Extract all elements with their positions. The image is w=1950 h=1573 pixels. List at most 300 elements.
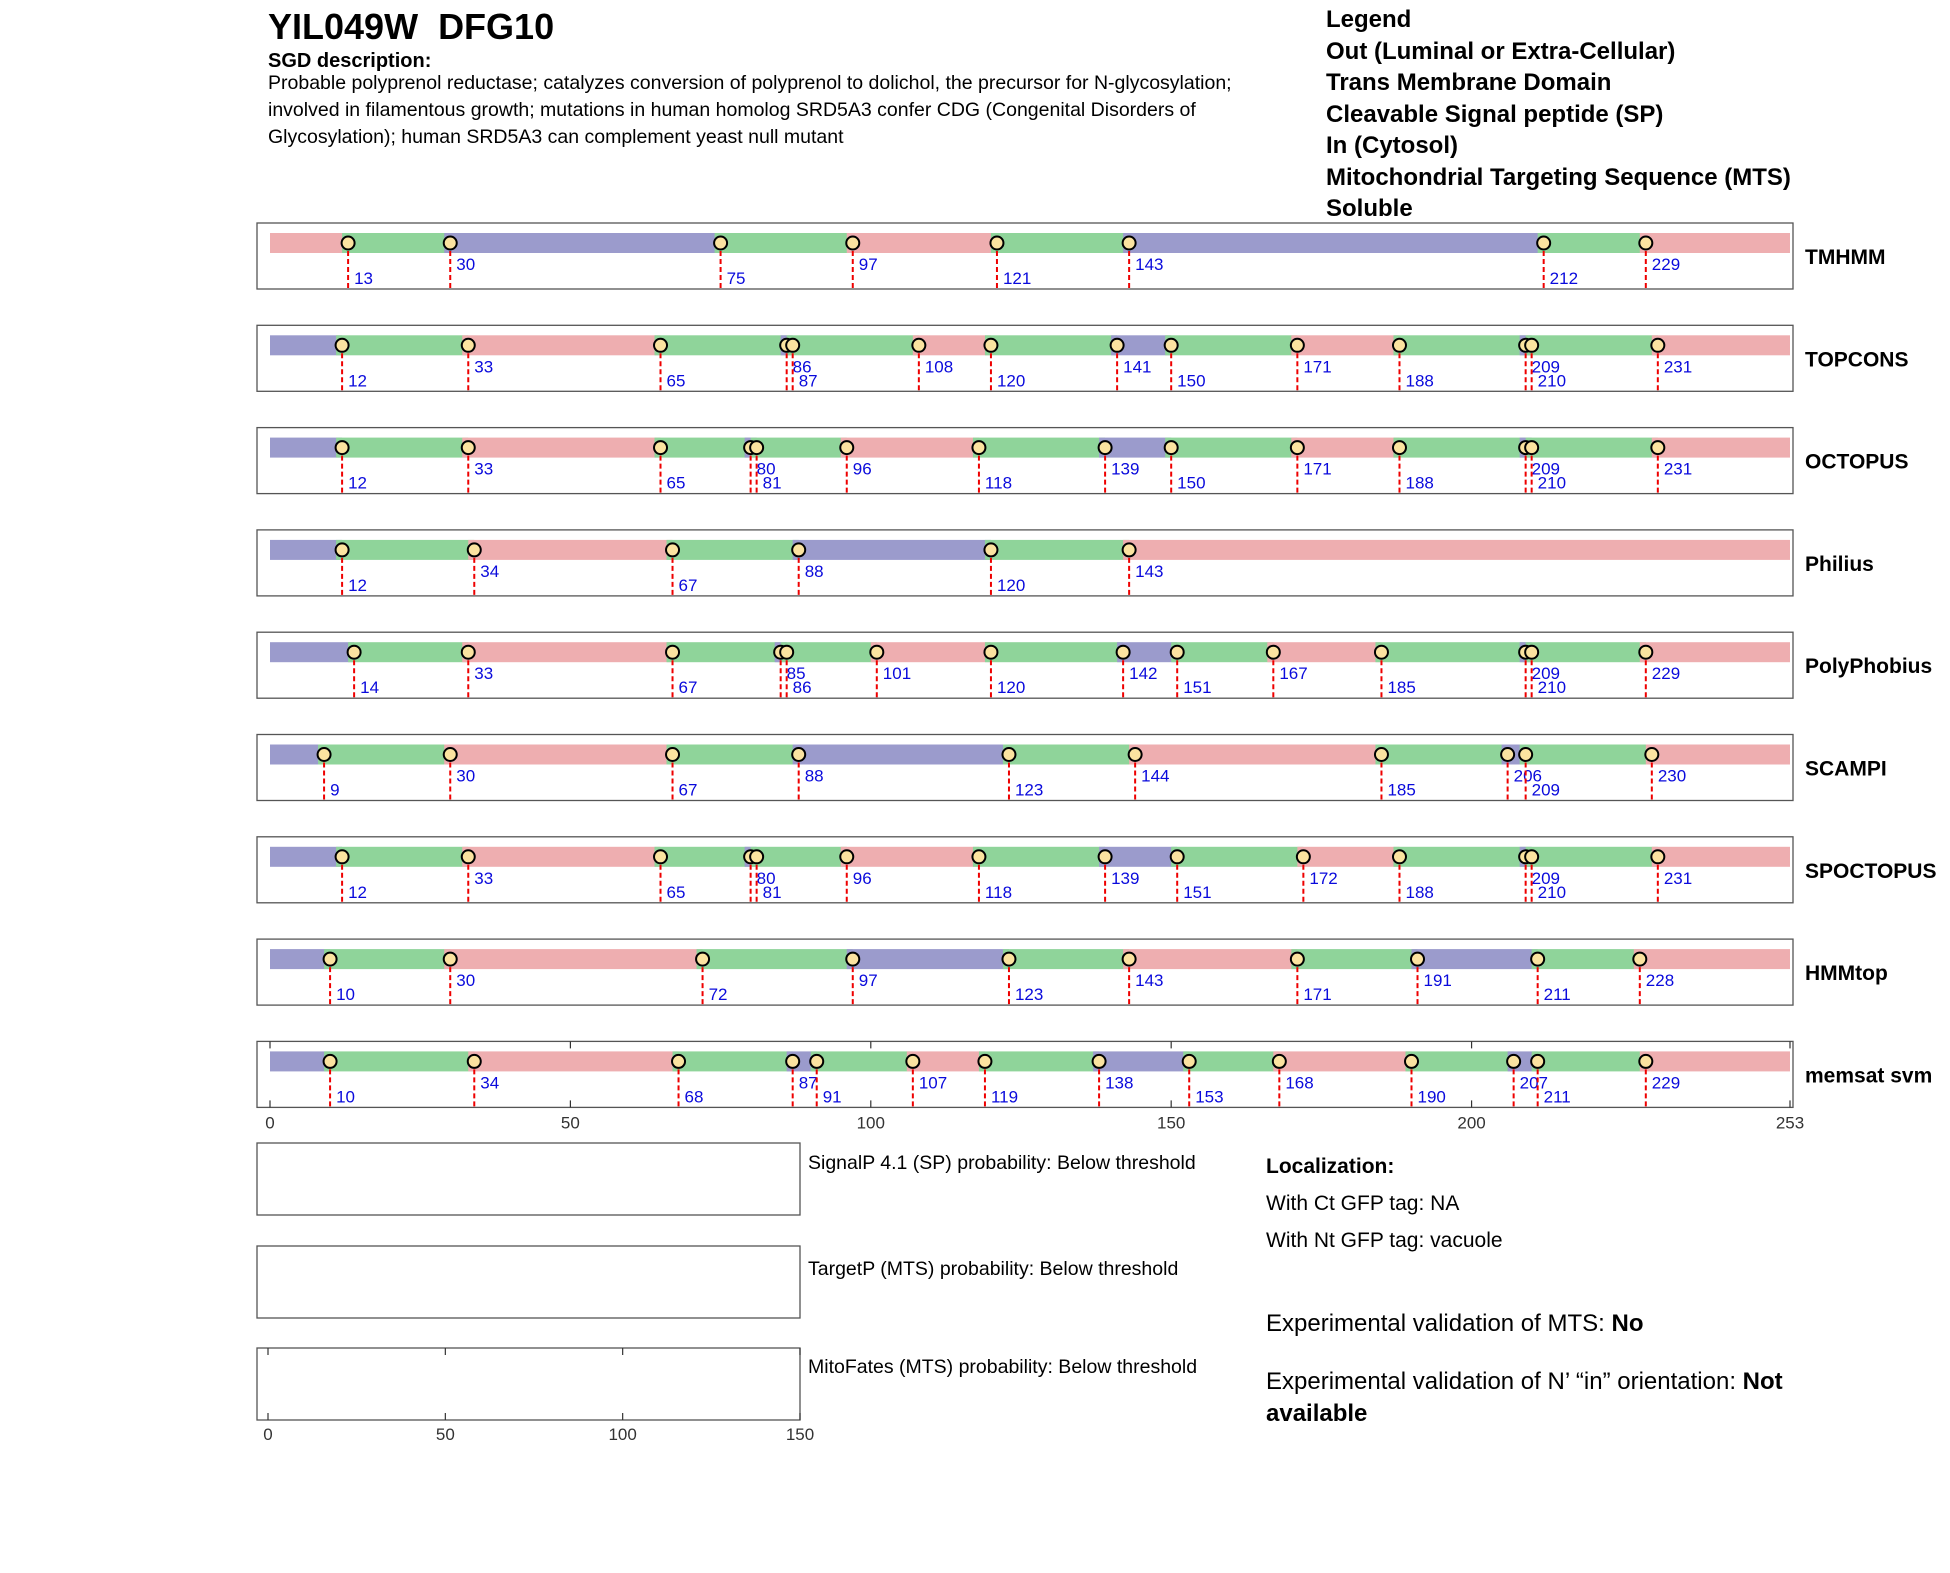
legend-title: Legend (1326, 6, 1412, 33)
track-name: SPOCTOPUS (1805, 859, 1937, 883)
segment-tm (1171, 642, 1273, 662)
boundary-label: 12 (348, 575, 368, 595)
boundary-label: 207 (1519, 1073, 1549, 1093)
segment-in (1273, 1051, 1411, 1071)
localization-block (1266, 1148, 1503, 1259)
segment-tm (673, 1051, 793, 1071)
boundary-marker (1639, 237, 1652, 250)
boundary-marker (1129, 748, 1142, 761)
experimental-mts-label: Experimental validation of MTS: (1266, 1310, 1612, 1337)
track-name: OCTOPUS (1805, 450, 1909, 474)
segment-out (270, 335, 342, 355)
boundary-marker (1531, 1055, 1544, 1068)
boundary-marker (714, 237, 727, 250)
segment-tm (667, 745, 799, 765)
boundary-label: 229 (1651, 664, 1681, 684)
segment-tm (751, 438, 847, 458)
boundary-marker (786, 1055, 799, 1068)
boundary-marker (324, 1055, 337, 1068)
boundary-label: 88 (804, 766, 824, 786)
track-name: SCAMPI (1805, 757, 1887, 781)
boundary-marker (1291, 953, 1304, 966)
boundary-label: 231 (1663, 357, 1693, 377)
boundary-label: 30 (456, 255, 476, 274)
prob-x-tick-label: 0 (263, 1425, 273, 1444)
experimental-orientation-label: Experimental validation of N’ “in” orientation: (1266, 1368, 1743, 1395)
segment-in (462, 847, 660, 867)
boundary-marker (1525, 339, 1538, 352)
segment-in (1652, 847, 1790, 867)
boundary-label: 65 (666, 371, 686, 391)
boundary-label: 209 (1531, 780, 1561, 800)
boundary-label: 75 (726, 269, 746, 288)
boundary-marker (912, 339, 925, 352)
segment-tm (342, 233, 450, 253)
segment-in (1291, 335, 1399, 355)
segment-tm (1520, 745, 1652, 765)
boundary-label: 68 (684, 1087, 704, 1107)
boundary-label: 118 (984, 473, 1013, 493)
boundary-label: 210 (1537, 678, 1567, 698)
boundary-marker (1525, 850, 1538, 863)
experimental-mts-value: No (1611, 1310, 1644, 1337)
boundary-label: 67 (678, 575, 698, 595)
prob-x-tick-label: 100 (608, 1425, 637, 1444)
boundary-marker (1123, 953, 1136, 966)
boundary-marker (1645, 748, 1658, 761)
boundary-marker (792, 748, 805, 761)
boundary-marker (1183, 1055, 1196, 1068)
segment-tm (1526, 335, 1658, 355)
boundary-marker (1651, 339, 1664, 352)
boundary-label: 81 (762, 882, 782, 902)
boundary-label: 12 (348, 371, 368, 391)
boundary-label: 120 (996, 678, 1026, 698)
boundary-label: 210 (1537, 473, 1567, 493)
boundary-marker (1291, 339, 1304, 352)
legend-item-tm: Trans Membrane Domain (1326, 69, 1612, 96)
boundary-marker (468, 1055, 481, 1068)
boundary-marker (972, 441, 985, 454)
boundary-label: 143 (1135, 561, 1164, 581)
segment-in (462, 438, 660, 458)
boundary-marker (324, 953, 337, 966)
boundary-marker (462, 339, 475, 352)
legend-item-sp: Cleavable Signal peptide (SP) (1326, 100, 1664, 128)
boundary-label: 191 (1423, 971, 1452, 991)
boundary-label: 231 (1663, 868, 1693, 888)
track-name: TMHMM (1805, 246, 1886, 269)
segment-in (1652, 438, 1790, 458)
localization-nt: With Nt GFP tag: vacuole (1266, 1229, 1503, 1252)
boundary-marker (1171, 850, 1184, 863)
x-tick-label: 50 (560, 1113, 580, 1133)
boundary-marker (1519, 748, 1532, 761)
segment-tm (655, 335, 787, 355)
boundary-label: 229 (1651, 1073, 1681, 1093)
segment-out (270, 1051, 330, 1071)
track-name: memsat svm (1805, 1064, 1933, 1088)
boundary-marker (1393, 339, 1406, 352)
prob-x-tick-label: 150 (785, 1425, 815, 1444)
boundary-label: 86 (792, 357, 812, 377)
segment-tm (715, 233, 853, 253)
boundary-label: 85 (786, 664, 806, 684)
segment-in (1640, 642, 1790, 662)
boundary-marker (1171, 646, 1184, 659)
boundary-marker (1393, 850, 1406, 863)
segment-tm (1393, 335, 1525, 355)
boundary-label: 211 (1543, 985, 1571, 1005)
segment-in (1640, 233, 1790, 253)
segment-in (1634, 949, 1790, 969)
boundary-label: 12 (348, 473, 368, 493)
track-name: PolyPhobius (1805, 655, 1933, 679)
segment-out (793, 540, 991, 560)
segment-tm (973, 847, 1105, 867)
segment-out (1093, 1051, 1189, 1071)
boundary-label: 139 (1111, 868, 1140, 888)
boundary-label: 121 (1002, 269, 1032, 288)
boundary-label: 30 (456, 766, 476, 786)
boundary-label: 210 (1537, 371, 1567, 391)
boundary-marker (786, 339, 799, 352)
segment-tm (1291, 949, 1417, 969)
localization-heading: Localization: (1266, 1155, 1395, 1178)
boundary-marker (972, 850, 985, 863)
x-tick-label: 253 (1775, 1113, 1805, 1133)
boundary-label: 108 (924, 357, 954, 377)
boundary-marker (1123, 543, 1136, 556)
boundary-label: 87 (798, 371, 818, 391)
boundary-label: 33 (474, 459, 494, 479)
boundary-marker (846, 953, 859, 966)
segment-tm (985, 540, 1129, 560)
segment-tm (1165, 335, 1297, 355)
boundary-label: 97 (858, 971, 878, 991)
boundary-marker (1507, 1055, 1520, 1068)
boundary-label: 141 (1123, 357, 1152, 377)
boundary-marker (1165, 441, 1178, 454)
boundary-label: 151 (1183, 678, 1212, 698)
boundary-label: 67 (678, 678, 698, 698)
boundary-label: 80 (756, 868, 776, 888)
boundary-label: 80 (756, 459, 776, 479)
segment-in (841, 847, 979, 867)
boundary-marker (780, 646, 793, 659)
segment-in (1646, 745, 1790, 765)
segment-tm (991, 233, 1129, 253)
segment-tm (697, 949, 853, 969)
boundary-label: 13 (354, 269, 374, 288)
boundary-label: 10 (336, 1087, 356, 1107)
segment-tm (1165, 438, 1297, 458)
segment-out (444, 233, 720, 253)
experimental-orientation (1266, 1366, 1826, 1430)
boundary-label: 97 (858, 255, 878, 274)
boundary-label: 96 (852, 459, 872, 479)
boundary-marker (696, 953, 709, 966)
segment-tm (667, 642, 781, 662)
boundary-label: 10 (336, 985, 356, 1005)
boundary-marker (1123, 237, 1136, 250)
segment-tm (1405, 1051, 1513, 1071)
segment-tm (1526, 847, 1658, 867)
segment-tm (1393, 438, 1525, 458)
segment-in (847, 233, 997, 253)
legend-item-mts: Mitochondrial Targeting Sequence (MTS) (1326, 163, 1791, 191)
boundary-label: 153 (1195, 1087, 1224, 1107)
boundary-marker (1393, 441, 1406, 454)
segment-tm (324, 1051, 474, 1071)
boundary-label: 150 (1177, 473, 1206, 493)
boundary-marker (672, 1055, 685, 1068)
boundary-marker (1099, 441, 1112, 454)
boundary-label: 107 (918, 1073, 948, 1093)
boundary-label: 65 (666, 882, 686, 902)
segment-tm (1375, 745, 1507, 765)
segment-tm (1003, 745, 1135, 765)
segment-tm (336, 438, 468, 458)
boundary-marker (1531, 953, 1544, 966)
segment-in (1297, 847, 1399, 867)
boundary-marker (336, 850, 349, 863)
boundary-marker (1267, 646, 1280, 659)
experimental-mts (1266, 1308, 1826, 1340)
boundary-label: 12 (348, 882, 368, 902)
systematic-name: YIL049W (268, 6, 419, 47)
boundary-label: 81 (762, 473, 782, 493)
segment-tm (1526, 642, 1646, 662)
boundary-label: 230 (1657, 766, 1687, 786)
boundary-marker (1411, 953, 1424, 966)
x-tick-label: 100 (856, 1113, 885, 1133)
boundary-label: 142 (1129, 664, 1158, 684)
boundary-marker (1117, 646, 1130, 659)
legend-item-in: In (Cytosol) (1326, 132, 1458, 159)
boundary-label: 209 (1531, 459, 1561, 479)
targetp-caption: TargetP (MTS) probability: Below threshold (808, 1258, 1179, 1280)
boundary-marker (462, 441, 475, 454)
boundary-label: 228 (1645, 971, 1675, 991)
boundary-marker (1651, 441, 1664, 454)
track-name: Philius (1805, 552, 1874, 576)
boundary-marker (342, 237, 355, 250)
boundary-label: 123 (1014, 985, 1044, 1005)
segment-in (468, 540, 672, 560)
boundary-marker (1002, 748, 1015, 761)
segment-in (1652, 335, 1790, 355)
segment-tm (318, 745, 450, 765)
boundary-marker (336, 441, 349, 454)
boundary-label: 118 (984, 882, 1013, 902)
segment-tm (1183, 1051, 1279, 1071)
boundary-marker (846, 237, 859, 250)
segment-in (462, 335, 660, 355)
boundary-marker (1291, 441, 1304, 454)
segment-tm (1532, 1051, 1646, 1071)
segment-tm (979, 1051, 1099, 1071)
boundary-marker (468, 543, 481, 556)
boundary-marker (444, 748, 457, 761)
boundary-label: 9 (330, 780, 340, 800)
segment-in (1267, 642, 1381, 662)
boundary-marker (984, 646, 997, 659)
legend-item-soluble: Soluble (1326, 195, 1413, 222)
segment-tm (336, 540, 474, 560)
boundary-label: 30 (456, 971, 476, 991)
boundary-label: 229 (1651, 255, 1681, 274)
experimental-block (1266, 1308, 1826, 1456)
boundary-label: 139 (1111, 459, 1140, 479)
segment-tm (751, 847, 847, 867)
boundary-marker (1093, 1055, 1106, 1068)
boundary-marker (348, 646, 361, 659)
boundary-marker (906, 1055, 919, 1068)
boundary-marker (840, 850, 853, 863)
boundary-label: 143 (1135, 971, 1164, 991)
segment-in (1129, 745, 1381, 765)
boundary-label: 33 (474, 868, 494, 888)
segment-tm (985, 335, 1117, 355)
segment-in (444, 745, 672, 765)
segment-tm (781, 642, 877, 662)
segment-tm (1171, 847, 1303, 867)
boundary-marker (1501, 748, 1514, 761)
boundary-marker (840, 441, 853, 454)
mitofates-panel (257, 1348, 800, 1420)
segment-tm (336, 335, 468, 355)
boundary-label: 67 (678, 780, 698, 800)
segment-out (270, 847, 342, 867)
boundary-label: 91 (822, 1087, 842, 1107)
boundary-marker (462, 646, 475, 659)
experimental-orientation-value: Not available (1266, 1368, 1783, 1427)
segment-out (1412, 949, 1538, 969)
prob-x-tick-label: 50 (435, 1425, 455, 1444)
x-tick-label: 200 (1457, 1113, 1486, 1133)
segment-tm (336, 847, 468, 867)
boundary-marker (1525, 646, 1538, 659)
segment-out (793, 745, 1009, 765)
segment-tm (1003, 949, 1129, 969)
segment-tm (787, 335, 919, 355)
segment-out (847, 949, 1009, 969)
boundary-marker (1537, 237, 1550, 250)
boundary-label: 143 (1135, 255, 1164, 274)
boundary-label: 120 (996, 371, 1026, 391)
segment-in (1123, 949, 1297, 969)
boundary-label: 212 (1549, 269, 1579, 288)
boundary-marker (1375, 748, 1388, 761)
boundary-label: 144 (1141, 766, 1170, 786)
boundary-label: 185 (1387, 678, 1416, 698)
track-name: HMMtop (1805, 962, 1888, 986)
boundary-marker (654, 441, 667, 454)
standard-name: DFG10 (438, 6, 555, 47)
segment-tm (655, 847, 751, 867)
boundary-label: 86 (792, 678, 812, 698)
boundary-marker (1651, 850, 1664, 863)
boundary-marker (462, 850, 475, 863)
boundary-marker (1525, 441, 1538, 454)
boundary-marker (1633, 953, 1646, 966)
boundary-label: 188 (1405, 473, 1434, 493)
boundary-label: 188 (1405, 882, 1434, 902)
boundary-label: 88 (804, 561, 824, 581)
boundary-marker (792, 543, 805, 556)
boundary-label: 138 (1105, 1073, 1134, 1093)
boundary-label: 72 (708, 985, 728, 1005)
boundary-label: 209 (1531, 664, 1561, 684)
segment-tm (973, 438, 1105, 458)
x-tick-label: 0 (265, 1113, 275, 1133)
boundary-marker (810, 1055, 823, 1068)
boundary-marker (1297, 850, 1310, 863)
boundary-marker (984, 339, 997, 352)
legend-item-out: Out (Luminal or Extra-Cellular) (1326, 37, 1676, 65)
segment-tm (811, 1051, 913, 1071)
boundary-marker (444, 953, 457, 966)
boundary-marker (870, 646, 883, 659)
segment-in (462, 642, 672, 662)
segment-tm (1393, 847, 1525, 867)
boundary-marker (750, 850, 763, 863)
boundary-label: 211 (1543, 1087, 1571, 1107)
track-name: TOPCONS (1805, 348, 1909, 372)
boundary-marker (1405, 1055, 1418, 1068)
boundary-marker (1273, 1055, 1286, 1068)
segment-in (871, 642, 991, 662)
boundary-label: 168 (1285, 1073, 1314, 1093)
boundary-label: 171 (1303, 357, 1332, 377)
boundary-label: 119 (990, 1087, 1019, 1107)
localization-ct: With Ct GFP tag: NA (1266, 1192, 1460, 1215)
mitofates-caption: MitoFates (MTS) probability: Below threshold (808, 1356, 1198, 1378)
segment-in (1291, 438, 1399, 458)
segment-out (1123, 233, 1544, 253)
boundary-marker (984, 543, 997, 556)
segment-in (841, 438, 979, 458)
boundary-label: 150 (1177, 371, 1206, 391)
segment-tm (1538, 233, 1646, 253)
boundary-marker (666, 646, 679, 659)
segment-out (270, 438, 342, 458)
boundary-marker (1099, 850, 1112, 863)
boundary-label: 33 (474, 357, 494, 377)
segment-out (270, 540, 342, 560)
x-tick-label: 150 (1156, 1113, 1186, 1133)
boundary-marker (1375, 646, 1388, 659)
boundary-label: 120 (996, 575, 1026, 595)
boundary-marker (654, 850, 667, 863)
boundary-label: 65 (666, 473, 686, 493)
boundary-label: 34 (480, 561, 500, 581)
segment-out (270, 745, 324, 765)
signalp-panel (257, 1143, 800, 1215)
segment-in (1640, 1051, 1790, 1071)
boundary-marker (444, 237, 457, 250)
boundary-marker (1639, 1055, 1652, 1068)
segment-tm (1375, 642, 1525, 662)
boundary-label: 210 (1537, 882, 1567, 902)
segment-out (270, 949, 330, 969)
boundary-marker (1165, 339, 1178, 352)
boundary-label: 151 (1183, 882, 1212, 902)
segment-tm (985, 642, 1123, 662)
boundary-label: 33 (474, 664, 494, 684)
segment-in (270, 233, 348, 253)
